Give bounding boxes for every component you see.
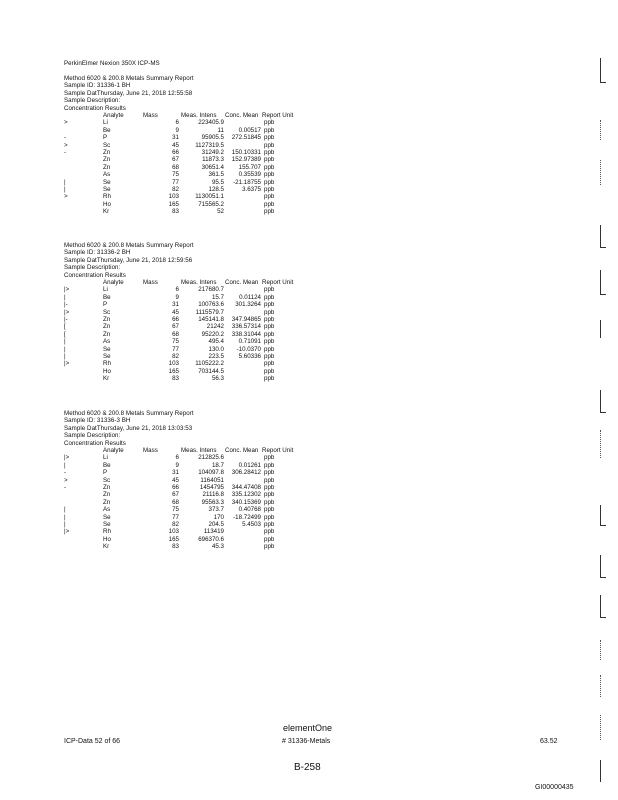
analyte-cell: As	[103, 338, 111, 346]
analyte-cell: Be	[103, 461, 111, 469]
meas-intens-cell: 113419	[203, 528, 224, 536]
margin-mark	[600, 160, 601, 185]
mass-cell: 103	[168, 360, 179, 368]
meas-intens-cell: 1115579.7	[195, 308, 224, 316]
meas-intens-cell: 223405.9	[198, 119, 224, 127]
analyte-cell: Li	[103, 119, 108, 127]
report-unit-cell: ppb	[264, 360, 275, 368]
column-header-analyte: Analyte	[103, 279, 124, 286]
analyte-cell: Ho	[103, 367, 111, 375]
conc-mean-cell: 306.28412	[231, 469, 261, 477]
column-header-meas-intens: Meas. Intens	[181, 447, 217, 454]
table-row	[0, 127, 618, 135]
mass-cell: 67	[172, 156, 179, 164]
mass-cell: 66	[172, 149, 179, 156]
mass-cell: 103	[168, 528, 179, 536]
mass-cell: 165	[168, 535, 179, 543]
report-unit-cell: ppb	[264, 119, 275, 127]
table-row	[0, 491, 618, 499]
column-header-report-unit: Report Unit	[262, 112, 294, 119]
meas-intens-cell: 95563.3	[201, 498, 224, 506]
meas-intens-cell: 170	[213, 513, 224, 521]
analyte-cell: Zn	[103, 498, 111, 506]
report-unit-cell: ppb	[264, 134, 275, 142]
analyte-cell: Zn	[103, 323, 111, 331]
report-unit-cell: ppb	[264, 528, 275, 536]
report-unit-cell: ppb	[264, 476, 275, 484]
footer-left: ICP-Data 52 of 66	[64, 738, 121, 745]
analyte-cell: Ho	[103, 535, 111, 543]
report-unit-cell: ppb	[264, 345, 275, 353]
mass-cell: 77	[172, 513, 179, 521]
margin-mark	[600, 430, 601, 458]
meas-intens-cell: 1127319.5	[195, 141, 224, 149]
analyte-cell: Sc	[103, 308, 111, 316]
column-header-meas-intens: Meas. Intens	[181, 112, 217, 119]
report-unit-cell: ppb	[264, 149, 275, 156]
analyte-cell: P	[103, 301, 108, 309]
analyte-cell: Kr	[103, 208, 110, 216]
column-header-meas-intens: Meas. Intens	[181, 279, 217, 286]
table-row	[0, 360, 618, 368]
column-header-conc-mean: Conc. Mean	[225, 447, 259, 454]
report-unit-cell: ppb	[264, 484, 275, 491]
margin-mark	[600, 715, 601, 740]
mass-cell: 82	[172, 353, 179, 360]
meas-intens-cell: 1164051	[200, 476, 224, 484]
margin-mark	[600, 320, 601, 338]
row-flag: -	[64, 134, 67, 142]
table-row	[0, 323, 618, 331]
row-flag: |-	[64, 316, 68, 323]
mass-cell: 83	[172, 375, 179, 383]
report-unit-cell: ppb	[264, 208, 275, 216]
row-flag: >	[64, 476, 68, 484]
meas-intens-cell: 56.3	[211, 375, 224, 383]
analyte-cell: Rh	[103, 360, 111, 368]
table-row	[0, 301, 618, 309]
meas-intens-cell: 31249.2	[201, 149, 224, 156]
analyte-cell: Be	[103, 126, 111, 134]
mass-cell: 9	[175, 461, 179, 469]
meas-intens-cell: 703144.5	[198, 367, 224, 375]
report-unit-cell: ppb	[264, 338, 275, 346]
meas-intens-cell: 715565.2	[198, 200, 224, 208]
mass-cell: 68	[172, 330, 179, 338]
conc-mean-cell: 5.60336	[238, 353, 261, 360]
meas-intens-cell: 128.5	[208, 186, 224, 193]
report-unit-cell: ppb	[264, 178, 275, 186]
report-unit-cell: ppb	[264, 375, 275, 383]
mass-cell: 45	[172, 141, 179, 149]
mass-cell: 77	[172, 345, 179, 353]
report-unit-cell: ppb	[264, 316, 275, 323]
meas-intens-cell: 1454795	[199, 484, 224, 491]
meas-intens-cell: 30651.4	[201, 163, 224, 171]
sample-description: Sample Description:	[64, 97, 121, 105]
meas-intens-cell: 45.3	[211, 543, 224, 551]
column-header-conc-mean: Conc. Mean	[225, 112, 259, 119]
margin-mark	[600, 225, 606, 248]
row-flag: |>	[64, 528, 70, 536]
analyte-cell: Rh	[103, 193, 111, 201]
meas-intens-cell: 495.4	[208, 338, 224, 346]
row-flag: |>	[64, 360, 70, 368]
row-flag: |>	[64, 308, 70, 316]
conc-mean-cell: 335.12302	[231, 491, 261, 499]
report-unit-cell: ppb	[264, 171, 275, 179]
sample-id: Sample ID: 31336-1 BH	[64, 82, 131, 90]
concentration-results-heading: Concentration Results	[64, 439, 126, 447]
analyte-cell: Se	[103, 353, 111, 360]
sample-id: Sample ID: 31336-3 BH	[64, 417, 131, 425]
meas-intens-cell: 21242	[206, 323, 224, 331]
analyte-cell: Zn	[103, 484, 111, 491]
meas-intens-cell: 52	[217, 208, 224, 216]
meas-intens-cell: 18.7	[211, 461, 224, 469]
conc-mean-cell: 301.3264	[235, 301, 261, 309]
meas-intens-cell: 104097.8	[198, 469, 224, 477]
column-header-mass: Mass	[143, 447, 158, 454]
meas-intens-cell: 212825.6	[198, 454, 224, 462]
method-title: Method 6020 & 200.8 Metals Summary Report	[64, 410, 194, 417]
column-header-analyte: Analyte	[103, 447, 124, 454]
report-unit-cell: ppb	[264, 330, 275, 338]
table-row	[0, 521, 618, 529]
sample-id: Sample ID: 31336-2 BH	[64, 249, 131, 257]
table-row	[0, 309, 618, 317]
margin-mark	[600, 640, 601, 660]
analyte-cell: Se	[103, 186, 111, 193]
report-unit-cell: ppb	[264, 301, 275, 309]
mass-cell: 165	[168, 367, 179, 375]
margin-mark	[600, 270, 606, 295]
method-title: Method 6020 & 200.8 Metals Summary Report	[64, 242, 194, 249]
table-row	[0, 506, 618, 514]
column-header-conc-mean: Conc. Mean	[225, 279, 259, 286]
mass-cell: 82	[172, 521, 179, 528]
analyte-cell: Kr	[103, 543, 110, 551]
conc-mean-cell: 0.01124	[239, 293, 261, 301]
analyte-cell: Li	[103, 454, 108, 462]
meas-intens-cell: 145141.8	[198, 316, 224, 323]
concentration-results-heading: Concentration Results	[64, 271, 126, 279]
row-flag: |>	[64, 286, 70, 294]
report-unit-cell: ppb	[264, 543, 275, 551]
table-row	[0, 164, 618, 172]
mass-cell: 6	[175, 286, 179, 294]
meas-intens-cell: 11	[217, 126, 224, 134]
table-row	[0, 186, 618, 194]
concentration-results-heading: Concentration Results	[64, 104, 126, 112]
mass-cell: 66	[172, 484, 179, 491]
mass-cell: 6	[175, 454, 179, 462]
sample-date: Sample DatThursday, June 21, 2018 13:03:53	[64, 424, 193, 432]
report-unit-cell: ppb	[264, 193, 275, 201]
mass-cell: 31	[172, 469, 179, 477]
analyte-cell: Sc	[103, 141, 111, 149]
row-flag: |	[64, 521, 66, 528]
row-flag: >	[64, 193, 68, 201]
conc-mean-cell: 347.94865	[231, 316, 261, 323]
conc-mean-cell: -21.18755	[233, 178, 261, 186]
report-unit-cell: ppb	[264, 186, 275, 193]
mass-cell: 68	[172, 498, 179, 506]
mass-cell: 68	[172, 163, 179, 171]
analyte-cell: Rh	[103, 528, 111, 536]
analyte-cell: Zn	[103, 330, 111, 338]
meas-intens-cell: 361.5	[208, 171, 224, 179]
row-flag: |	[64, 293, 66, 301]
conc-mean-cell: 0.71091	[238, 338, 261, 346]
margin-mark	[600, 595, 606, 618]
row-flag: -	[64, 469, 67, 477]
analyte-cell: Zn	[103, 156, 111, 164]
table-row	[0, 469, 618, 477]
meas-intens-cell: 100763.6	[198, 301, 224, 309]
meas-intens-cell: 95905.5	[201, 134, 224, 142]
analyte-cell: Ho	[103, 200, 111, 208]
column-header-mass: Mass	[143, 112, 158, 119]
conc-mean-cell: -18.72499	[233, 513, 261, 521]
row-flag: -	[64, 484, 67, 491]
mass-cell: 66	[172, 316, 179, 323]
analyte-cell: Se	[103, 521, 111, 528]
table-row	[0, 338, 618, 346]
mass-cell: 67	[172, 323, 179, 331]
report-unit-cell: ppb	[264, 286, 275, 294]
margin-mark	[600, 505, 606, 526]
row-flag: -	[64, 149, 67, 156]
report-unit-cell: ppb	[264, 498, 275, 506]
row-flag: |-	[64, 301, 68, 309]
instrument-title: PerkinElmer Nexion 350X ICP-MS	[64, 60, 160, 67]
mass-cell: 6	[175, 119, 179, 127]
table-row	[0, 193, 618, 201]
meas-intens-cell: 11873.3	[202, 156, 224, 164]
meas-intens-cell: 204.5	[208, 521, 224, 528]
report-unit-cell: ppb	[264, 308, 275, 316]
row-flag: |	[64, 345, 66, 353]
report-unit-cell: ppb	[264, 141, 275, 149]
report-unit-cell: ppb	[264, 156, 275, 164]
conc-mean-cell: 150.10331	[231, 149, 261, 156]
sample-description: Sample Description:	[64, 264, 121, 272]
conc-mean-cell: 338.31044	[231, 330, 261, 338]
table-row	[0, 536, 618, 544]
row-flag: |	[64, 353, 66, 360]
table-row	[0, 149, 618, 157]
report-unit-cell: ppb	[264, 521, 275, 528]
conc-mean-cell: 152.97389	[231, 156, 261, 164]
row-flag: >	[64, 119, 68, 127]
conc-mean-cell: 336.57314	[231, 323, 261, 331]
column-header-report-unit: Report Unit	[262, 447, 294, 454]
row-flag: [	[64, 323, 66, 331]
meas-intens-cell: 223.5	[208, 353, 224, 360]
footer-right: 63.52	[540, 738, 558, 745]
table-row	[0, 171, 618, 179]
conc-mean-cell: 272.51845	[231, 134, 261, 142]
analyte-cell: Sc	[103, 476, 111, 484]
mass-cell: 9	[175, 293, 179, 301]
mass-cell: 31	[172, 301, 179, 309]
brand-name: elementOne	[283, 723, 333, 733]
conc-mean-cell: -10.0370	[236, 345, 261, 353]
table-row	[0, 119, 618, 127]
meas-intens-cell: 130.0	[208, 345, 224, 353]
conc-mean-cell: 155.707	[238, 163, 261, 171]
table-row	[0, 499, 618, 507]
conc-mean-cell: 344.47408	[231, 484, 261, 491]
table-row	[0, 368, 618, 376]
sample-date: Sample DatThursday, June 21, 2018 12:59:56	[64, 256, 193, 264]
row-flag: |	[64, 178, 66, 186]
analyte-cell: Li	[103, 286, 108, 294]
table-row	[0, 201, 618, 209]
mass-cell: 67	[172, 491, 179, 499]
meas-intens-cell: 217680.7	[198, 286, 224, 294]
conc-mean-cell: 0.40768	[238, 506, 261, 514]
analyte-cell: P	[103, 134, 108, 142]
conc-mean-cell: 0.00517	[238, 126, 261, 134]
margin-mark	[600, 120, 601, 140]
conc-mean-cell: 3.6375	[242, 186, 261, 193]
column-header-analyte: Analyte	[103, 112, 124, 119]
mass-cell: 103	[168, 193, 179, 201]
row-flag: >	[64, 141, 68, 149]
table-row	[0, 316, 618, 324]
mass-cell: 75	[172, 171, 179, 179]
analyte-cell: Zn	[103, 149, 111, 156]
table-row	[0, 346, 618, 354]
row-flag: |>	[64, 454, 70, 462]
analyte-cell: Kr	[103, 375, 110, 383]
column-header-mass: Mass	[143, 279, 158, 286]
table-row	[0, 142, 618, 150]
conc-mean-cell: 0.01261	[238, 461, 261, 469]
table-row	[0, 543, 618, 551]
row-flag: |	[64, 186, 66, 193]
row-flag: |	[64, 513, 66, 521]
table-row	[0, 477, 618, 485]
column-header-report-unit: Report Unit	[262, 279, 294, 286]
report-unit-cell: ppb	[264, 513, 275, 521]
mass-cell: 83	[172, 543, 179, 551]
report-unit-cell: ppb	[264, 293, 275, 301]
table-row	[0, 375, 618, 383]
meas-intens-cell: 1105222.2	[195, 360, 224, 368]
margin-mark	[600, 555, 606, 578]
meas-intens-cell: 373.7	[208, 506, 224, 514]
margin-mark	[600, 675, 601, 697]
analyte-cell: Se	[103, 178, 111, 186]
table-row	[0, 454, 618, 462]
table-row	[0, 294, 618, 302]
row-flag: |	[64, 461, 66, 469]
table-row	[0, 353, 618, 361]
document-id: GI00000435	[535, 784, 574, 791]
report-unit-cell: ppb	[264, 469, 275, 477]
conc-mean-cell: 0.35539	[238, 171, 261, 179]
conc-mean-cell: 340.15369	[231, 498, 261, 506]
margin-mark	[600, 390, 606, 413]
table-row	[0, 134, 618, 142]
meas-intens-cell: 95220.2	[201, 330, 224, 338]
mass-cell: 75	[172, 506, 179, 514]
analyte-cell: Zn	[103, 491, 111, 499]
mass-cell: 83	[172, 208, 179, 216]
mass-cell: 165	[168, 200, 179, 208]
table-row	[0, 179, 618, 187]
analyte-cell: Zn	[103, 163, 111, 171]
report-unit-cell: ppb	[264, 163, 275, 171]
page-number: B-258	[294, 762, 321, 773]
mass-cell: 77	[172, 178, 179, 186]
mass-cell: 9	[175, 126, 179, 134]
table-row	[0, 208, 618, 216]
footer-center: # 31336-Metals	[282, 738, 331, 745]
sample-date: Sample DatThursday, June 21, 2018 12:55:58	[64, 89, 193, 97]
analyte-cell: P	[103, 469, 108, 477]
table-row	[0, 331, 618, 339]
analyte-cell: Zn	[103, 316, 111, 323]
row-flag: |	[64, 506, 66, 514]
row-flag: [	[64, 330, 66, 338]
mass-cell: 45	[172, 476, 179, 484]
meas-intens-cell: 15.7	[211, 293, 224, 301]
margin-mark	[600, 760, 601, 782]
report-unit-cell: ppb	[264, 535, 275, 543]
table-row	[0, 514, 618, 522]
analyte-cell: As	[103, 506, 111, 514]
report-unit-cell: ppb	[264, 323, 275, 331]
report-unit-cell: ppb	[264, 126, 275, 134]
meas-intens-cell: 21116.8	[202, 491, 224, 499]
report-unit-cell: ppb	[264, 461, 275, 469]
report-unit-cell: ppb	[264, 367, 275, 375]
mass-cell: 45	[172, 308, 179, 316]
sample-description: Sample Description:	[64, 432, 121, 440]
conc-mean-cell: 5.4503	[242, 521, 261, 528]
analyte-cell: Se	[103, 513, 111, 521]
margin-mark	[600, 58, 606, 83]
meas-intens-cell: 696370.6	[198, 535, 224, 543]
mass-cell: 75	[172, 338, 179, 346]
meas-intens-cell: 95.5	[211, 178, 224, 186]
report-unit-cell: ppb	[264, 200, 275, 208]
meas-intens-cell: 1130051.1	[195, 193, 224, 201]
analyte-cell: Se	[103, 345, 111, 353]
table-row	[0, 528, 618, 536]
method-title: Method 6020 & 200.8 Metals Summary Report	[64, 75, 194, 82]
table-row	[0, 156, 618, 164]
mass-cell: 31	[172, 134, 179, 142]
table-row	[0, 286, 618, 294]
analyte-cell: As	[103, 171, 111, 179]
table-row	[0, 462, 618, 470]
report-unit-cell: ppb	[264, 491, 275, 499]
report-unit-cell: ppb	[264, 506, 275, 514]
table-row	[0, 484, 618, 492]
report-unit-cell: ppb	[264, 454, 275, 462]
analyte-cell: Be	[103, 293, 111, 301]
report-unit-cell: ppb	[264, 353, 275, 360]
mass-cell: 82	[172, 186, 179, 193]
row-flag: |	[64, 338, 66, 346]
